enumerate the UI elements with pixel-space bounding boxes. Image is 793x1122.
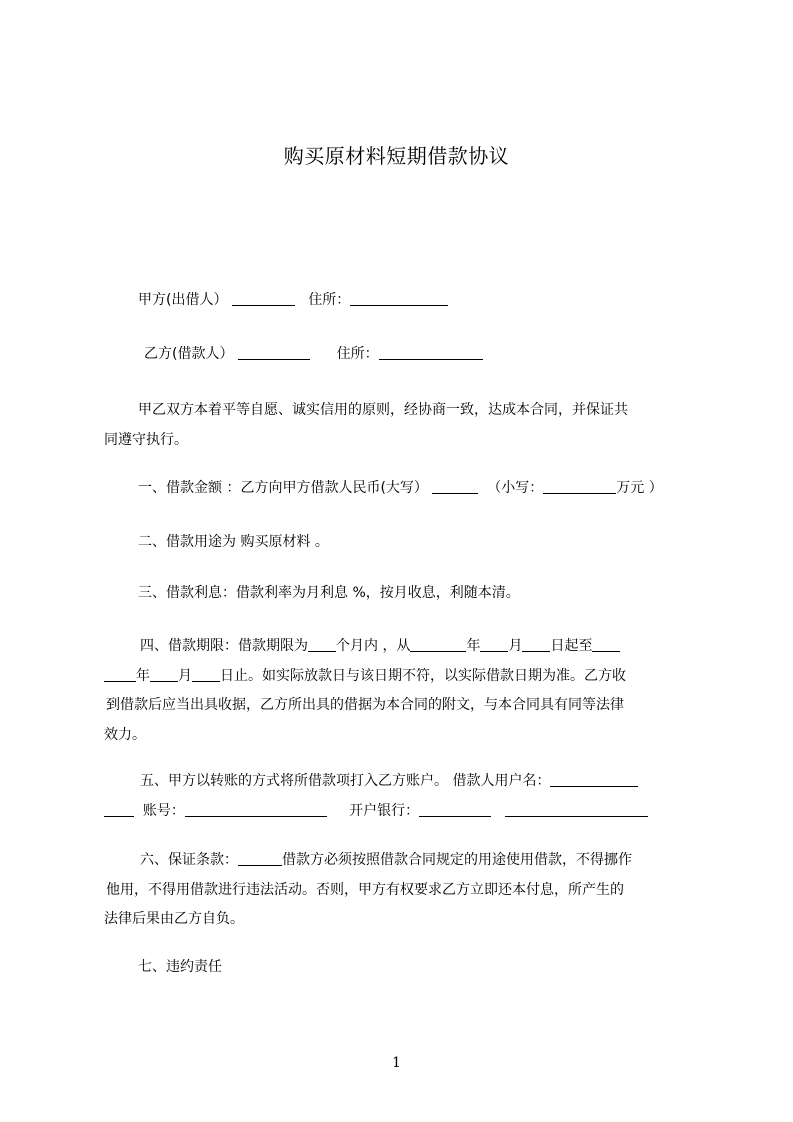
party-a-address-label: 住所： bbox=[308, 292, 351, 308]
clause-5-transfer bbox=[104, 767, 700, 826]
clause-5-text: 五、甲方以转账的方式将所借款项打入乙方账户。 借款人用户名： bbox=[140, 773, 551, 789]
clause-6-label: 六、保证条款： bbox=[140, 852, 238, 868]
clause-4-text-a: 四、借款期限：借款期限为 bbox=[140, 638, 308, 654]
clause-1-unit: 万元 ） bbox=[616, 480, 663, 496]
guarantee-blank bbox=[238, 851, 282, 866]
clause-1-text: 一、借款金额 ：乙方向甲方借款人民币(大写） bbox=[138, 480, 428, 496]
party-b-line bbox=[104, 340, 700, 370]
party-b-address-label: 住所： bbox=[336, 346, 379, 362]
clause-6-text: 借款方必须按照借款合同规定的用途使用借款，不得挪作 bbox=[282, 852, 632, 868]
clause-6-line-3: 法律后果由乙方自负。 bbox=[104, 911, 244, 927]
clause-3-interest bbox=[104, 579, 700, 609]
clause-6-line-2: 他用，不得用借款进行违法活动。否则，甲方有权要求乙方立即还本付息，所产生的 bbox=[106, 881, 624, 898]
clause-1-amount bbox=[104, 474, 700, 504]
clause-4-line-3: 到借款后应当出具收据，乙方所出具的借据为本合同的附文，与本合同具有同等法律 bbox=[106, 697, 624, 713]
clause-4-month: 月 bbox=[508, 638, 523, 654]
end-year-blank-a bbox=[592, 637, 620, 652]
clause-4-term bbox=[104, 632, 700, 750]
account-name-blank-a bbox=[550, 772, 638, 787]
amount-lowercase-blank bbox=[543, 479, 616, 494]
party-b-address-blank bbox=[379, 345, 483, 360]
preamble-paragraph bbox=[104, 396, 700, 455]
start-year-blank bbox=[410, 637, 466, 652]
party-a-line bbox=[104, 286, 700, 316]
clause-4-end-year: 年 bbox=[136, 667, 150, 684]
clause-4-start-to: 日起至 bbox=[550, 638, 593, 654]
account-number-label: 账号： bbox=[142, 802, 185, 819]
document-title: 购买原材料短期借款协议 bbox=[283, 144, 510, 168]
preamble-line-1: 甲乙双方本着平等自愿、诚实信用的原则，经协商一致，达成本合同，并保证共 bbox=[138, 402, 628, 418]
bank-label: 开户银行： bbox=[349, 802, 420, 819]
page-number: 1 bbox=[392, 1055, 401, 1071]
amount-uppercase-blank bbox=[432, 479, 478, 494]
clause-4-end-month: 月 bbox=[178, 667, 192, 684]
clause-7-liability bbox=[104, 953, 700, 983]
bank-blank-a bbox=[419, 802, 491, 817]
clause-1-lowercase-label: （小写： bbox=[487, 480, 544, 496]
start-month-blank bbox=[480, 637, 508, 652]
party-b-label: 乙方(借款人） bbox=[144, 346, 234, 362]
bank-blank-b bbox=[505, 802, 648, 817]
clause-4-text-c: 日止。如实际放款日与该日期不符，以实际借款日期为准。乙方收 bbox=[220, 667, 626, 684]
end-year-blank-b bbox=[104, 667, 136, 682]
clause-2-text: 二、借款用途为 购买原材料 。 bbox=[138, 534, 329, 550]
clause-3-text: 三、借款利息：借款利率为月利息 %，按月收息，利随本清。 bbox=[138, 585, 520, 601]
clause-7-text: 七、违约责任 bbox=[138, 959, 222, 975]
account-number-blank bbox=[185, 802, 327, 817]
account-name-blank-b bbox=[104, 802, 134, 817]
clause-2-purpose bbox=[104, 528, 700, 558]
clause-4-year: 年 bbox=[466, 638, 481, 654]
clause-4-text-b: 个月内 ，从 bbox=[336, 638, 411, 654]
clause-4-line-4: 效力。 bbox=[104, 726, 146, 743]
party-a-address-blank bbox=[350, 291, 448, 306]
end-day-blank bbox=[192, 667, 220, 682]
party-a-label: 甲方(出借人） bbox=[138, 292, 228, 308]
start-day-blank bbox=[522, 637, 550, 652]
party-a-name-blank bbox=[232, 291, 295, 306]
term-months-blank bbox=[308, 637, 336, 652]
clause-6-guarantee bbox=[104, 846, 700, 935]
preamble-line-2: 同遵守执行。 bbox=[104, 431, 188, 448]
party-b-name-blank bbox=[238, 345, 310, 360]
end-month-blank bbox=[150, 667, 178, 682]
